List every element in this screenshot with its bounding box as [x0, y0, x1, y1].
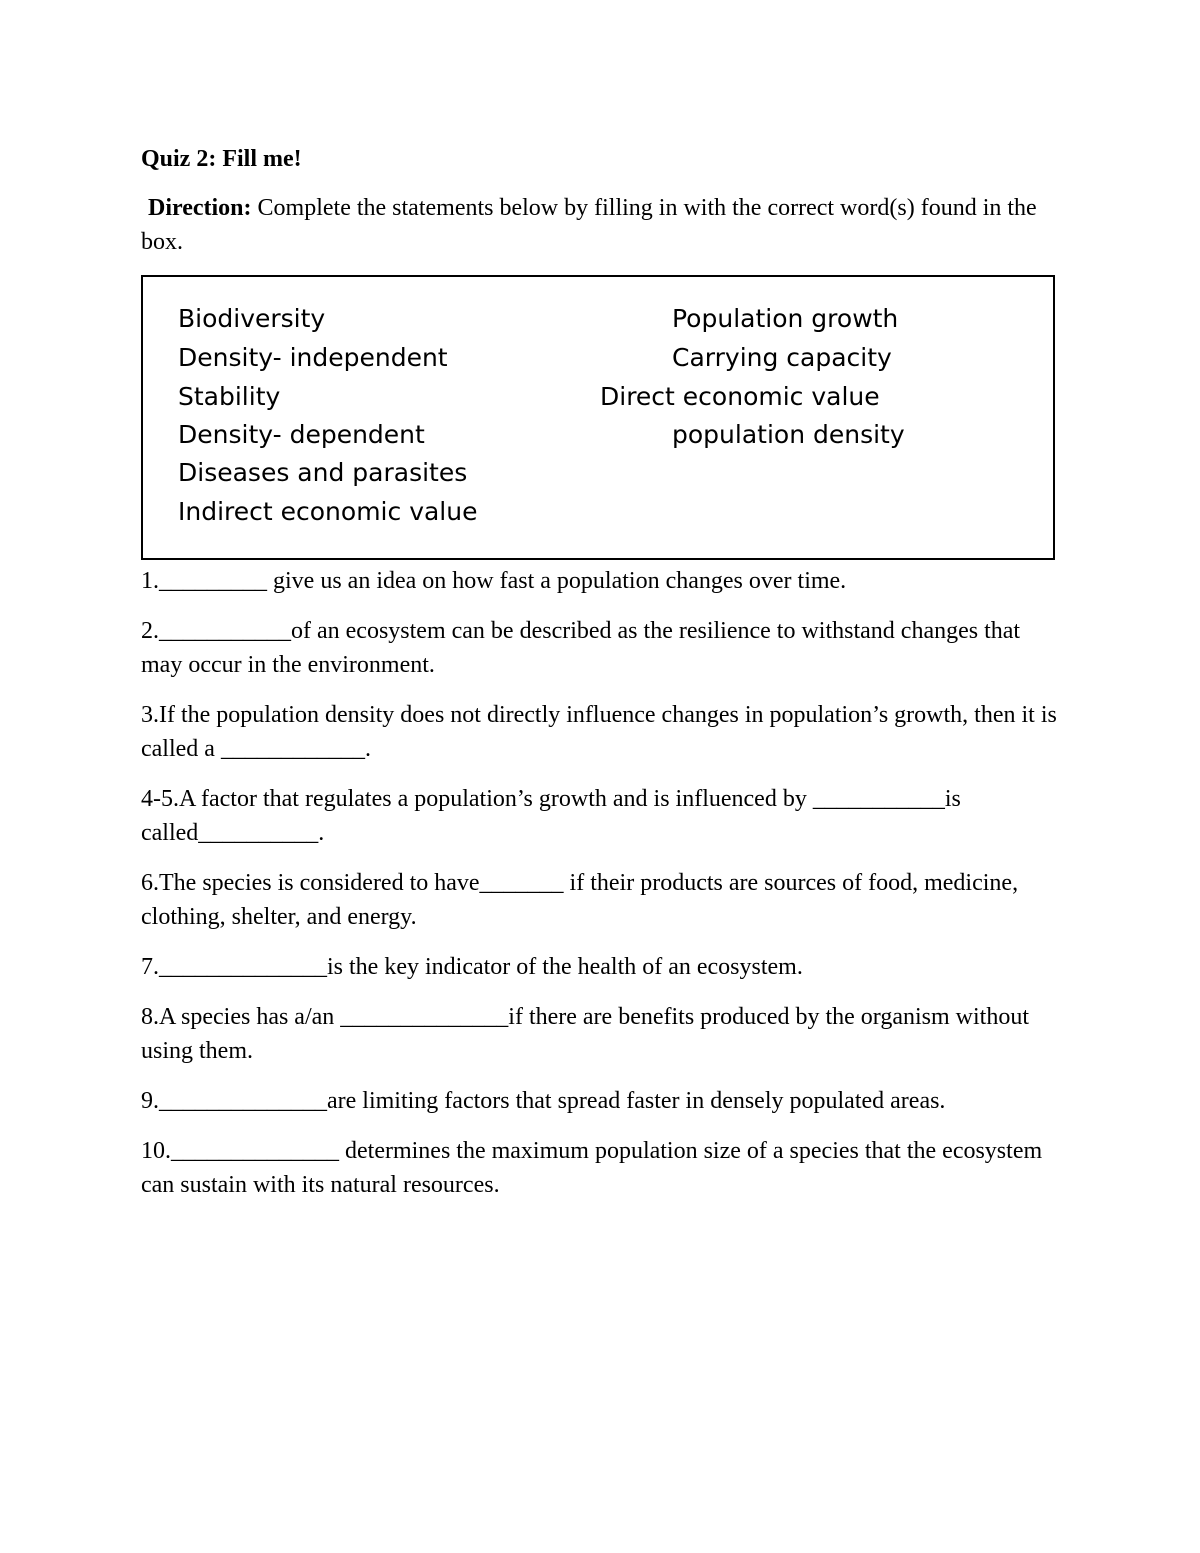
question-text: 2.___________of an ecosystem can be described as the resilience to withstand changes that may occur in the environment.: [141, 618, 1027, 678]
question-text: 8.A species has a/an ______________if there are benefits produced by the organism without using them.: [141, 1004, 1036, 1064]
question-item: [141, 782, 1066, 850]
direction-label: Direction:: [148, 195, 252, 221]
question-item: [141, 1084, 1066, 1118]
question-item: [141, 866, 1066, 934]
question-text: 6.The species is considered to have_______ if their products are sources of food, medicine, clothing, shelter, and energy.: [141, 870, 1025, 930]
direction-paragraph: [141, 191, 1071, 259]
question-text: 3.If the population density does not directly influence changes in population’s growth, then it is called a ____________.: [141, 702, 1063, 762]
question-list: [141, 564, 1066, 1218]
question-item: [141, 614, 1066, 682]
question-item: [141, 1134, 1066, 1202]
word-bank-item: Direct economic value: [600, 382, 880, 411]
word-bank-item: Density- independent: [178, 343, 448, 372]
question-item: [141, 564, 1066, 598]
question-text: 4-5.A factor that regulates a population’s growth and is influenced by ___________is called__________.: [141, 786, 967, 846]
word-bank-item: Biodiversity: [178, 304, 326, 333]
question-text: 7.______________is the key indicator of the health of an ecosystem.: [141, 954, 803, 980]
direction-text: Complete the statements below by filling in with the correct word(s) found in the box.: [141, 195, 1037, 255]
word-bank-item: Indirect economic value: [178, 497, 478, 526]
question-text: 10.______________ determines the maximum population size of a species that the ecosystem can sustain with its natural resources.: [141, 1138, 1049, 1198]
question-text: 9.______________are limiting factors that spread faster in densely populated areas.: [141, 1088, 946, 1114]
question-item: [141, 698, 1066, 766]
word-bank-box: [141, 275, 1055, 560]
word-bank-item: Diseases and parasites: [178, 458, 468, 487]
question-text: 1._________ give us an idea on how fast a population changes over time.: [141, 568, 847, 594]
question-item: [141, 950, 1066, 984]
word-bank-item: Carrying capacity: [672, 343, 892, 372]
word-bank-item: Stability: [178, 382, 281, 411]
word-bank-item: Population growth: [672, 304, 899, 333]
word-bank-item: population density: [672, 420, 905, 449]
question-item: [141, 1000, 1066, 1068]
word-bank-item: Density- dependent: [178, 420, 425, 449]
quiz-title: Quiz 2: Fill me!: [141, 146, 302, 172]
